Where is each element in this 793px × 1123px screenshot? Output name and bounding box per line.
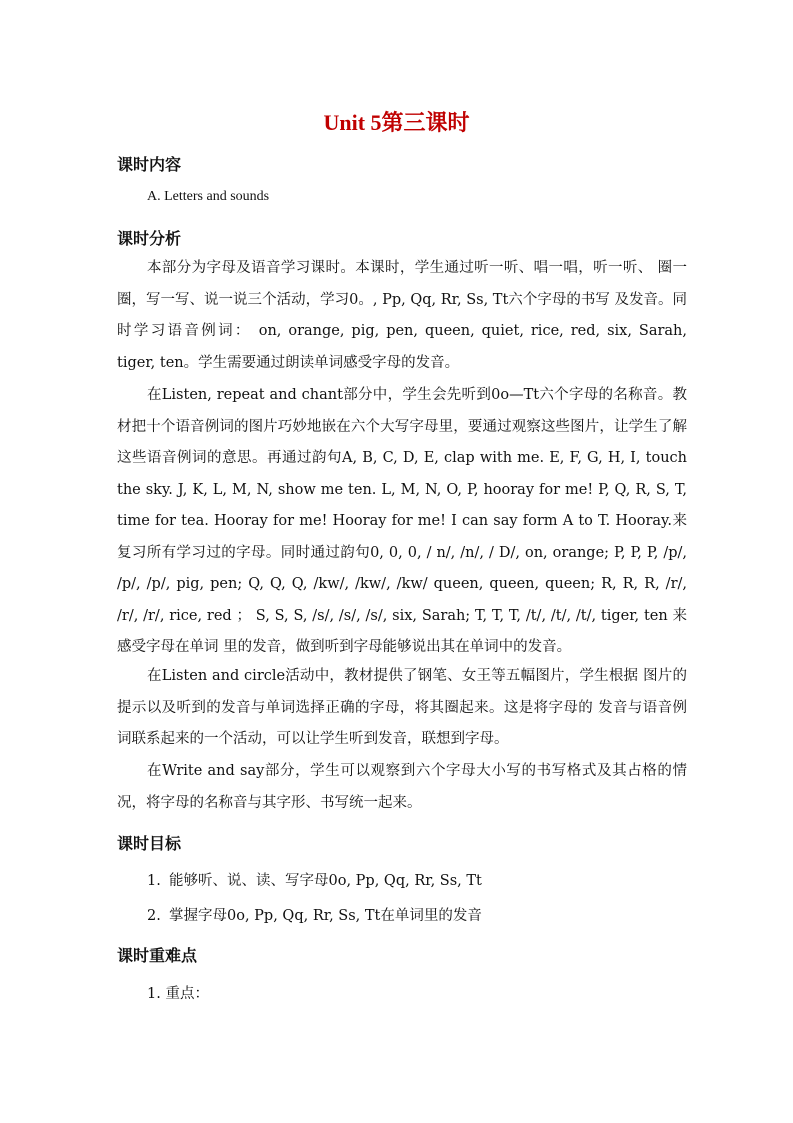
document-title: Unit 5第三课时	[323, 110, 470, 135]
goal-item-1	[147, 869, 482, 890]
goal-item-2	[147, 904, 482, 925]
goal-number: 2.	[147, 908, 161, 924]
keypoint-item: 1. 重点：	[147, 986, 209, 1002]
analysis-paragraph-3: 在Listen and circle活动中，教材提供了钢笔、女王等五幅图片，学生根据 图片的提示以及听到的发音与单词选择正确的字母，将其圈起来。这是将字母的 发音与语音例词联系起来的一个活动，可以让学生听到发音，联想到字母。	[117, 668, 687, 747]
analysis-paragraph-1: 本部分为字母及语音学习课时。本课时，学生通过听一听、唱一唱，听一听、 圈一圈，写一写、说一说三个活动，学习0。, Pp, Qq, Rr, Ss, Tt六个字母的书写 及发音。同时学习语音例词： on, orange, pig, pen, queen, quiet, rice, red, six, Sarah, tiger, ten。学生需要通过朗读单词感受字母的发音。	[117, 260, 687, 371]
analysis-paragraph-4: 在Write and say部分，学生可以观察到六个字母大小写的书写格式及其占格的情况，将字母的名称音与其字形、书写统一起来。	[117, 763, 687, 811]
content-item: A. Letters and sounds	[147, 189, 270, 204]
section-heading-keypoints: 课时重难点	[117, 946, 198, 965]
goal-number: 1.	[147, 873, 161, 889]
goal-text: 掌握字母0o, Pp, Qq, Rr, Ss, Tt在单词里的发音	[169, 908, 482, 924]
section-heading-goals: 课时目标	[117, 834, 182, 853]
goal-text: 能够听、说、读、写字母0o, Pp, Qq, Rr, Ss, Tt	[169, 873, 482, 889]
section-heading-analysis: 课时分析	[117, 229, 182, 248]
section-heading-content: 课时内容	[117, 155, 182, 174]
analysis-paragraph-2: 在Listen, repeat and chant部分中，学生会先听到0o—Tt六个字母的名称音。教材把十个语音例词的图片巧妙地嵌在六个大写字母里，要通过观察这些图片，让学生了解这些语音例词的意思。再通过韵句A, B, C, D, E, clap with me. E, F, G, H, I, touch the sky. J, K, L, M, N, show me ten. L, M, N, O, P, hooray for me! P, Q, R, S, T, time for tea. Hooray for me! Hooray for me! I can say form A to T. Hooray.来复习所有学习过的字母。同时通过韵句0, 0, 0, / n/, /n/, / D/, on, orange; P, P, P, /p/, /p/, /p/, pig, pen; Q, Q, Q, /kw/, /kw/, /kw/ queen, queen, queen; R, R, R, /r/, /r/, /r/, rice, red ； S, S, S, /s/, /s/, /s/, six, Sarah; T, T, T, /t/, /t/, /t/, tiger, ten 来感受字母在单词 里的发音，做到听到字母能够说出其在单词中的发音。	[117, 387, 687, 655]
